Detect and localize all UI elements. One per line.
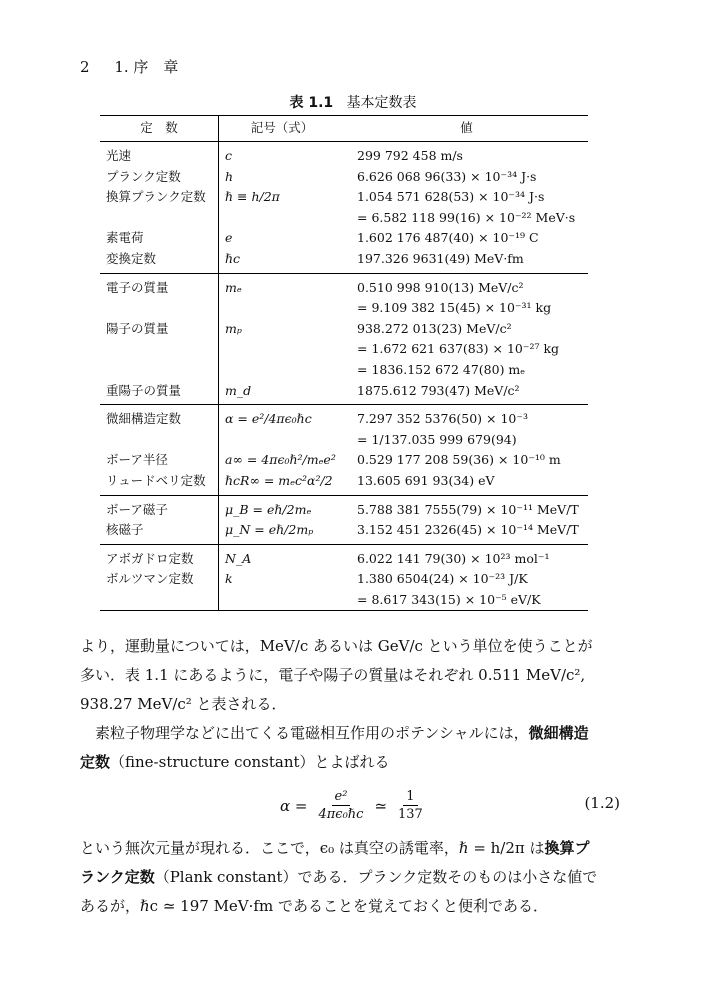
constant-symbol-cell: ℏcR∞ = mₑc²α²/2 xyxy=(219,471,346,495)
text-run: という無次元量が現れる．ここで，ϵ₀ は真空の誘電率，ℏ = h/2π は xyxy=(80,839,545,857)
table-row xyxy=(100,273,588,298)
constant-name-cell xyxy=(100,298,219,319)
constant-value-cell: 3.152 451 2326(45) × 10⁻¹⁴ MeV/T xyxy=(345,520,588,544)
paragraph-line xyxy=(80,748,620,777)
table-header-row xyxy=(100,116,588,142)
table-row xyxy=(100,142,588,167)
paragraph-3 xyxy=(80,834,620,921)
paragraph-line: あるが，ℏc ≃ 197 MeV·fm であることを覚えておくと便利である． xyxy=(80,897,548,915)
constant-value-cell: 6.022 141 79(30) × 10²³ mol⁻¹ xyxy=(357,550,550,566)
constant-symbol-cell: α = e²/4πϵ₀ℏc xyxy=(219,405,346,430)
constant-name-cell: ボルツマン定数 xyxy=(106,571,194,587)
denominator: 137 xyxy=(398,807,423,822)
constant-name-cell: 微細構造定数 xyxy=(106,411,182,427)
numerator: 1 xyxy=(403,788,417,806)
constant-value-cell: 299 792 458 m/s xyxy=(357,148,463,163)
constant-value-cell: 1.054 571 628(53) × 10⁻³⁴ J·s xyxy=(357,189,545,205)
constant-symbol-cell: h xyxy=(219,167,346,188)
text-run: （fine-structure constant）とよばれる xyxy=(110,753,390,771)
constant-value-cell: = 1/137.035 999 679(94) xyxy=(357,431,517,447)
equation-body xyxy=(280,788,426,823)
column-header-constant: 定 数 xyxy=(100,116,219,142)
numerator: e² xyxy=(332,788,351,806)
constant-value-cell: = 9.109 382 15(45) × 10⁻³¹ kg xyxy=(357,300,552,316)
constant-symbol-cell: k xyxy=(219,569,346,590)
table-caption-title: 基本定数表 xyxy=(346,95,417,111)
constant-symbol-cell: m_d xyxy=(219,381,346,405)
table-row xyxy=(100,167,588,188)
fraction xyxy=(395,788,426,823)
table-row xyxy=(100,405,588,430)
paragraph-2 xyxy=(80,719,620,777)
table-row xyxy=(100,450,588,471)
constant-symbol-cell: μ_N = eℏ/2mₚ xyxy=(219,520,346,544)
text-run: 素粒子物理学などに出てくる電磁相互作用のポテンシャルには， xyxy=(80,724,529,742)
constant-name-cell: プランク定数 xyxy=(106,168,181,184)
bold-term: 微細構造 xyxy=(528,724,589,742)
bold-term: 定数 xyxy=(80,753,111,771)
equation-1-2 xyxy=(80,784,620,830)
page-number: 2 xyxy=(80,58,90,76)
table-row xyxy=(100,569,588,590)
constant-symbol-cell xyxy=(219,339,346,360)
bold-term: 換算プ xyxy=(544,839,590,857)
constant-name-cell xyxy=(100,360,219,381)
constant-value-cell: 1875.612 793(47) MeV/c² xyxy=(345,381,588,405)
constant-name-cell: アボガドロ定数 xyxy=(106,550,194,566)
paragraph-line xyxy=(80,719,620,748)
table-caption-label: 表 1.1 xyxy=(289,95,334,111)
constant-value-cell: 1.380 6504(24) × 10⁻²³ J/K xyxy=(357,571,528,587)
paragraph-line: より，運動量については，MeV/c あるいは GeV/c という単位を使うことが xyxy=(80,637,593,655)
equation-lhs: α = xyxy=(280,796,308,815)
column-header-symbol: 記号（式） xyxy=(219,116,346,142)
table-row xyxy=(100,430,588,451)
constant-value-cell: 5.788 381 7555(79) × 10⁻¹¹ MeV/T xyxy=(357,501,579,517)
paragraph-line: 多い．表 1.1 にあるように，電子や陽子の質量はそれぞれ 0.511 MeV/c², xyxy=(80,666,586,684)
constants-table xyxy=(100,115,588,611)
column-header-value: 値 xyxy=(345,116,588,142)
table-row xyxy=(100,590,588,611)
constant-name-cell: リュードベリ定数 xyxy=(100,471,219,495)
constant-name-cell xyxy=(100,430,219,451)
table-row xyxy=(100,298,588,319)
constant-value-cell: 0.529 177 208 59(36) × 10⁻¹⁰ m xyxy=(357,452,561,468)
constant-symbol-cell xyxy=(219,430,346,451)
paragraph-line xyxy=(80,863,620,892)
constant-value-cell: = 8.617 343(15) × 10⁻⁵ eV/K xyxy=(345,590,588,611)
table-caption xyxy=(0,92,706,112)
constant-symbol-cell: c xyxy=(219,142,346,167)
fraction xyxy=(315,788,366,823)
constant-value-cell: 13.605 691 93(34) eV xyxy=(345,471,588,495)
constant-symbol-cell xyxy=(219,298,346,319)
constant-symbol-cell xyxy=(219,208,346,229)
constant-name-cell: 陽子の質量 xyxy=(106,320,169,336)
constant-name-cell: 重陽子の質量 xyxy=(100,381,219,405)
table-row xyxy=(100,381,588,405)
constant-symbol-cell: e xyxy=(219,228,346,249)
table-row xyxy=(100,228,588,249)
table-row xyxy=(100,249,588,273)
constant-name-cell: ボーア磁子 xyxy=(106,501,168,517)
table-row xyxy=(100,360,588,381)
constant-value-cell: 6.626 068 96(33) × 10⁻³⁴ J·s xyxy=(357,168,537,184)
constant-symbol-cell: N_A xyxy=(219,544,346,569)
table-row xyxy=(100,187,588,208)
approx-sign: ≃ xyxy=(374,796,388,815)
constant-value-cell: 7.297 352 5376(50) × 10⁻³ xyxy=(357,411,528,427)
denominator: 4πϵ₀ℏc xyxy=(318,807,364,822)
constant-symbol-cell: ℏ ≡ h/2π xyxy=(219,187,346,208)
constant-name-cell: ボーア半径 xyxy=(106,452,168,468)
table-row xyxy=(100,520,588,544)
constant-value-cell: 1.602 176 487(40) × 10⁻¹⁹ C xyxy=(357,230,539,246)
constant-symbol-cell: ℏc xyxy=(219,249,346,273)
constant-name-cell: 換算プランク定数 xyxy=(106,189,206,205)
equation-number: (1.2) xyxy=(584,794,620,812)
constant-name-cell xyxy=(100,208,219,229)
constant-name-cell xyxy=(100,339,219,360)
constant-name-cell: 変換定数 xyxy=(100,249,219,273)
table-row xyxy=(100,339,588,360)
constant-symbol-cell xyxy=(219,590,346,611)
constant-value-cell: = 1836.152 672 47(80) mₑ xyxy=(357,361,526,377)
constant-symbol-cell: mₚ xyxy=(219,319,346,340)
table-row xyxy=(100,544,588,569)
constant-value-cell: 197.326 9631(49) MeV·fm xyxy=(345,249,588,273)
constant-value-cell: = 1.672 621 637(83) × 10⁻²⁷ kg xyxy=(357,341,560,357)
constant-value-cell: 938.272 013(23) MeV/c² xyxy=(357,320,512,336)
text-run: （Plank constant）である．プランク定数そのものは小さな値で xyxy=(154,868,598,886)
constant-name-cell xyxy=(100,590,219,611)
constant-name-cell: 素電荷 xyxy=(106,230,144,246)
constant-name-cell: 光速 xyxy=(106,148,132,163)
table-row xyxy=(100,495,588,520)
paragraph-line xyxy=(80,834,620,863)
constant-name-cell: 核磁子 xyxy=(100,520,219,544)
chapter-title: 1. 序 章 xyxy=(114,58,179,76)
paragraph-line: 938.27 MeV/c² と表される． xyxy=(80,695,287,713)
constant-value-cell: 0.510 998 910(13) MeV/c² xyxy=(357,279,524,295)
constant-symbol-cell: mₑ xyxy=(219,273,346,298)
table-row xyxy=(100,471,588,495)
running-header xyxy=(80,56,178,77)
constant-symbol-cell: μ_B = eℏ/2mₑ xyxy=(219,495,346,520)
paragraph-1 xyxy=(80,632,620,719)
table-row xyxy=(100,319,588,340)
table-row xyxy=(100,208,588,229)
constant-name-cell: 電子の質量 xyxy=(106,279,169,295)
bold-term: ランク定数 xyxy=(80,868,155,886)
constant-symbol-cell: a∞ = 4πϵ₀ℏ²/mₑe² xyxy=(219,450,346,471)
constant-value-cell: = 6.582 118 99(16) × 10⁻²² MeV·s xyxy=(357,209,576,225)
constant-symbol-cell xyxy=(219,360,346,381)
